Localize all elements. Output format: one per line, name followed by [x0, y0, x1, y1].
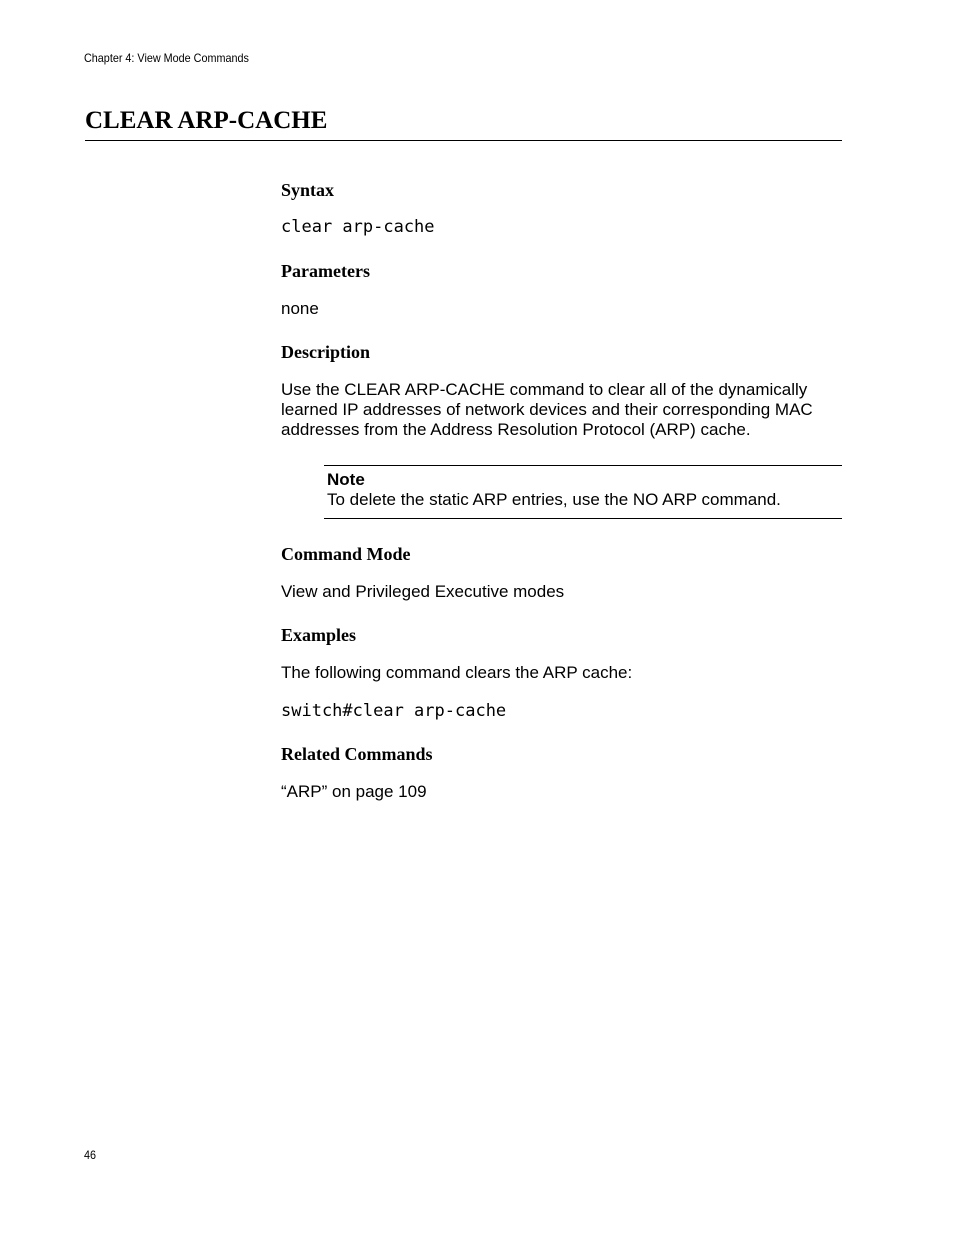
description-text [281, 380, 813, 440]
note-box [324, 465, 842, 519]
parameters-text: none [281, 299, 319, 318]
examples-code: switch#clear arp-cache [281, 701, 507, 721]
running-header: Chapter 4: View Mode Commands [84, 51, 249, 65]
description-heading: Description [281, 342, 370, 362]
page-title: CLEAR ARP-CACHE [85, 107, 328, 134]
description-line: learned IP addresses of network devices and their corresponding MAC [281, 400, 813, 419]
syntax-heading: Syntax [281, 180, 335, 200]
parameters-heading: Parameters [281, 261, 370, 281]
examples-text: The following command clears the ARP cache: [281, 663, 633, 682]
command-mode-heading: Command Mode [281, 544, 411, 564]
page-number: 46 [84, 1148, 97, 1162]
title-rule [85, 140, 842, 141]
description-line: addresses from the Address Resolution Protocol (ARP) cache. [281, 420, 751, 439]
related-commands-heading: Related Commands [281, 744, 433, 764]
command-mode-text: View and Privileged Executive modes [281, 582, 565, 601]
related-command-link[interactable]: “ARP” on page 109 [281, 782, 427, 801]
note-text: To delete the static ARP entries, use the NO ARP command. [327, 490, 781, 509]
syntax-code: clear arp-cache [281, 217, 435, 237]
note-label: Note [327, 470, 365, 489]
examples-heading: Examples [281, 625, 357, 645]
description-line: Use the CLEAR ARP-CACHE command to clear all of the dynamically [281, 380, 808, 399]
